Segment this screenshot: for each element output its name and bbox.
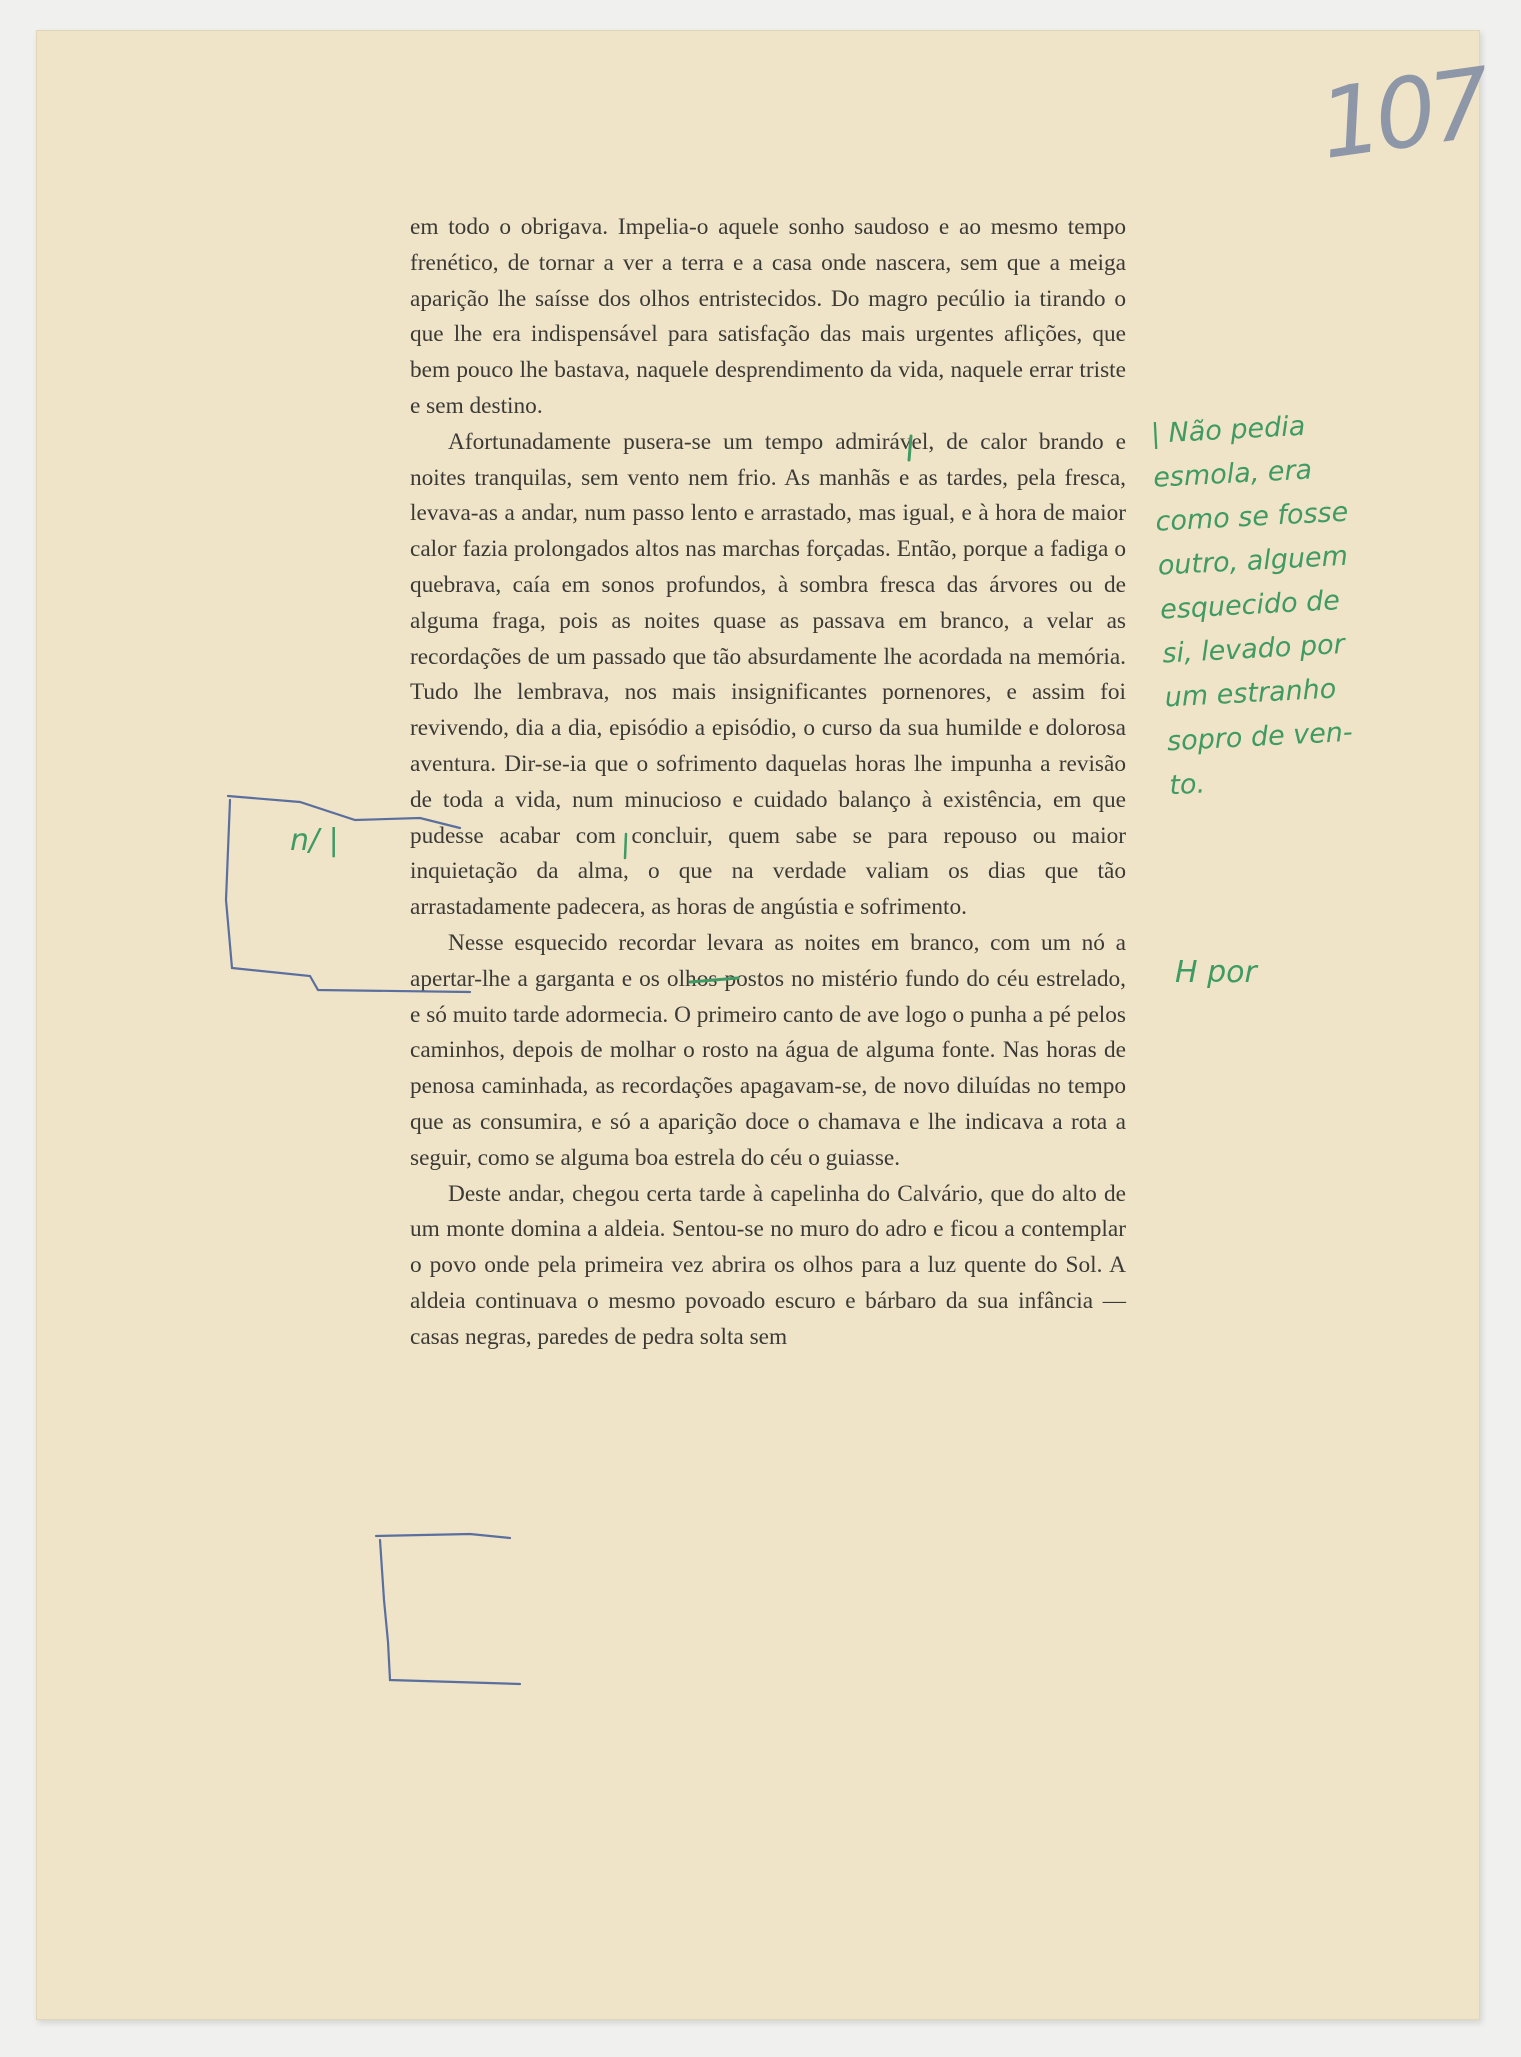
margin-note-correction: H por xyxy=(1175,955,1257,990)
margin-note-paragraph-mark: n/ | xyxy=(290,823,339,858)
paragraph-4: Deste andar, chegou certa tarde à capelinha do Calvário, que do alto de um monte domina a aldeia. Sentou-se no muro do adro e ficou a contemplar o povo onde pela primeira vez abrira os olhos para a luz quente do Sol. A aldeia continuava o mesmo povoado escuro e bárbaro da sua infância — casas negras, paredes de pedra solta sem xyxy=(410,1180,1126,1350)
paragraph-2: Afortunadamente pusera-se um tempo admirável, de calor brando e noites tranquilas, sem vento nem frio. As manhãs e as tardes, pela fresca, levava-as a andar, num passo lento e arrastado, mas igual, e à hora de maior calor fazia prolongados altos nas marchas forçadas. Então, porque a fadiga o quebrava, caía em sonos profundos, à sombra fresca das árvores ou de alguma fraga, pois as noites quase as passava em branco, a velar as recordações de um passado que tão absurdamente lhe acordada na memória. Tudo lhe lembrava, nos mais insignificantes pornenores, e assim foi revivendo, dia a dia, episódio a episódio, o curso da sua humilde e dolorosa aventura. Dir-se-ia que o sofrimento daquelas horas lhe impunha a revisão de toda a vida, num minucioso e cuidado balanço à existência, em que pudesse acabar com concluir, quem sabe se para repouso ou maior inquietação da alma, o que na verdade valiam os dias que tão arrastadamente padecera, as horas de angústia e sofrimento. xyxy=(410,428,1126,921)
margin-note-insertion: | Não pedia esmola, era como se fosse outro, alguem esquecido de si, levado por um estranho sopro de ven- to. xyxy=(1150,410,1354,802)
page-number: 107 xyxy=(1313,47,1493,181)
typed-body-text xyxy=(410,210,1126,1356)
paragraph-1: em todo o obrigava. Impelia-o aquele sonho saudoso e ao mesmo tempo frenético, de tornar a ver a terra e a casa onde nascera, sem que a meiga aparição lhe saísse dos olhos entristecidos. Do magro pecúlio ia tirando o que lhe era indispensável para satisfação das mais urgentes aflições, que bem pouco lhe bastava, naquele desprendimento da vida, naquele errar triste e sem destino. xyxy=(410,214,1126,419)
paragraph-3: Nesse esquecido recordar levara as noites em branco, com um nó a apertar-lhe a garganta e os olhos postos no mistério fundo do céu estrelado, e só muito tarde adormecia. O primeiro canto de ave logo o punha a pé pelos caminhos, depois de molhar o rosto na água de alguma fonte. Nas horas de penosa caminhada, as recordações apagavam-se, de novo diluídas no tempo que as consumira, e só a aparição doce o chamava e lhe indicava a rota a seguir, como se alguma boa estrela do céu o guiasse. xyxy=(410,929,1126,1171)
